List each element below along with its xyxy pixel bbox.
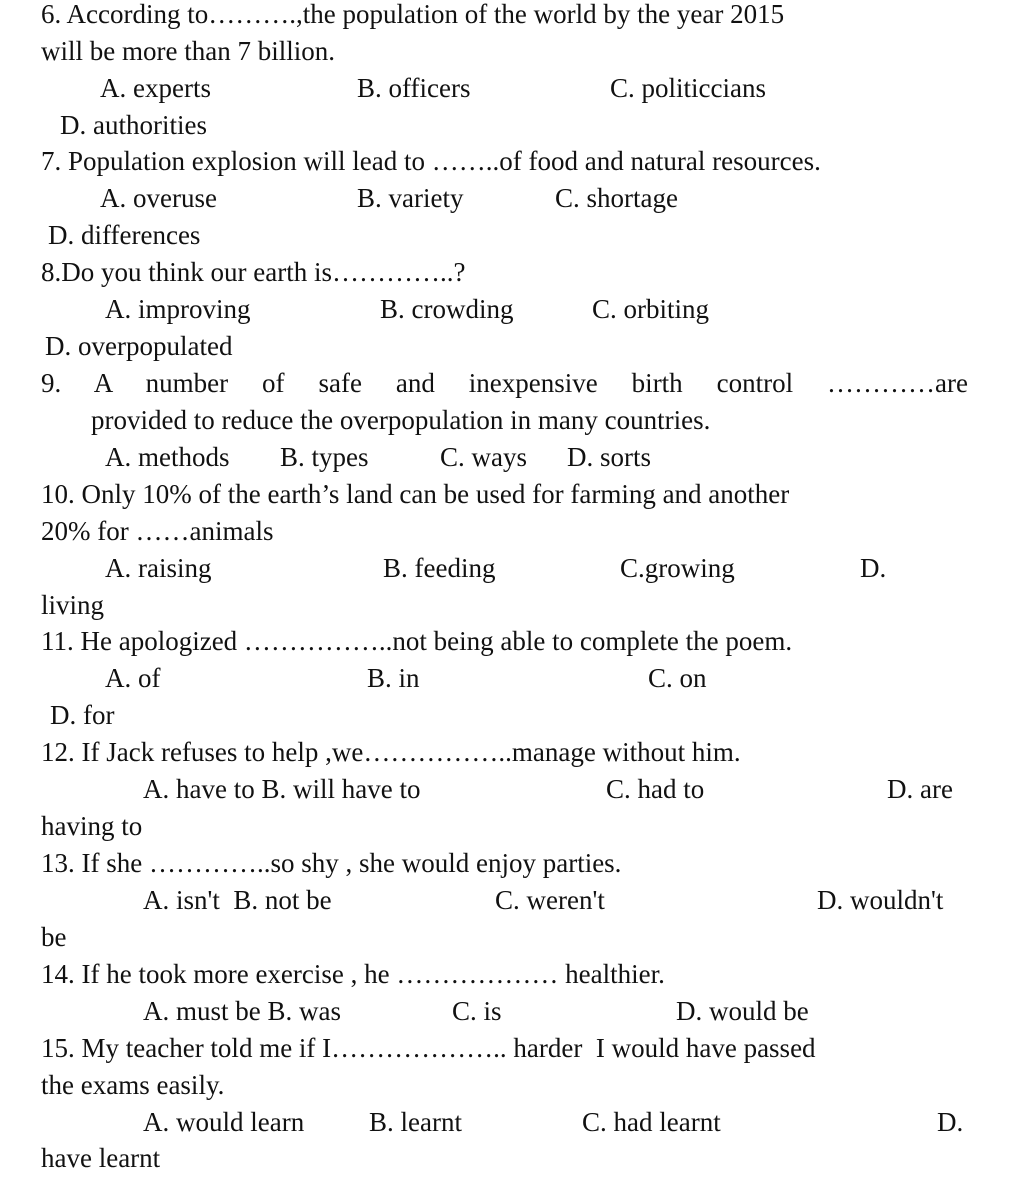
question-12-stem: 12. If Jack refuses to help ,we……………..manage without him. [41,737,741,767]
question-8-stem: 8.Do you think our earth is…………..? [41,257,466,287]
question-8-option-d: D. overpopulated [45,331,233,361]
question-9-stem-cont: provided to reduce the overpopulation in many countries. [91,405,711,435]
question-15-option-d-cont: have learnt [41,1143,161,1173]
question-12-option-d: D. are [887,774,953,804]
question-7-option-b: B. variety [357,183,464,213]
question-7-option-c: C. shortage [555,183,678,213]
question-11-option-a: A. of [105,663,161,693]
question-14-option-d: D. would be [676,996,809,1026]
question-10-stem: 10. Only 10% of the earth’s land can be used for farming and another [41,479,790,509]
question-6-option-a: A. experts [100,73,211,103]
question-11-option-d: D. for [50,700,115,730]
question-15-option-b: B. learnt [369,1107,462,1137]
question-11-option-b: B. in [367,663,420,693]
question-15-stem: 15. My teacher told me if I……………….. harder I would have passed [41,1033,816,1063]
question-12-option-c: C. had to [606,774,705,804]
question-15-option-c: C. had learnt [582,1107,721,1137]
question-15-option-d: D. [937,1107,964,1137]
question-14-option-c: C. is [452,996,502,1026]
question-9-option-c: C. ways [440,442,527,472]
question-12-option-d-cont: having to [41,811,143,841]
question-10-option-d-cont: living [41,590,105,620]
question-6-option-b: B. officers [357,73,471,103]
question-11-stem: 11. He apologized ……………..not being able to complete the poem. [41,626,793,656]
question-8-option-c: C. orbiting [592,294,710,324]
question-14-options-ab: A. must be B. was [143,996,341,1026]
question-13-stem: 13. If she …………..so shy , she would enjoy parties. [41,848,622,878]
question-13-option-c: C. weren't [495,885,605,915]
question-10-option-c: C.growing [620,553,735,583]
question-10-stem-cont: 20% for ……animals [41,516,274,546]
question-13-option-d: D. wouldn't [817,885,944,915]
question-7-stem: 7. Population explosion will lead to ……..of food and natural resources. [41,146,821,176]
question-14-stem: 14. If he took more exercise , he ……………… healthier. [41,959,665,989]
question-10-option-a: A. raising [105,553,212,583]
question-12-options-ab: A. have to B. will have to [143,774,421,804]
question-15-stem-cont: the exams easily. [41,1070,225,1100]
question-6-option-c: C. politiccians [610,73,766,103]
question-6-stem-cont: will be more than 7 billion. [41,36,335,66]
question-9-option-a: A. methods [105,442,230,472]
question-9-option-b: B. types [280,442,369,472]
question-13-option-d-cont: be [41,922,67,952]
question-8-option-a: A. improving [105,294,251,324]
question-9-stem: 9. A number of safe and inexpensive birth control …………are [41,368,968,398]
question-9-option-d: D. sorts [567,442,652,472]
question-8-option-b: B. crowding [380,294,514,324]
question-10-option-b: B. feeding [383,553,496,583]
question-13-options-ab: A. isn't B. not be [143,885,332,915]
question-7-option-a: A. overuse [100,183,217,213]
question-7-option-d: D. differences [48,220,201,250]
question-6-option-d: D. authorities [60,110,207,140]
question-11-option-c: C. on [648,663,707,693]
question-10-option-d: D. [860,553,887,583]
question-15-option-a: A. would learn [143,1107,305,1137]
question-6-stem: 6. According to……….,the population of the world by the year 2015 [41,0,785,29]
